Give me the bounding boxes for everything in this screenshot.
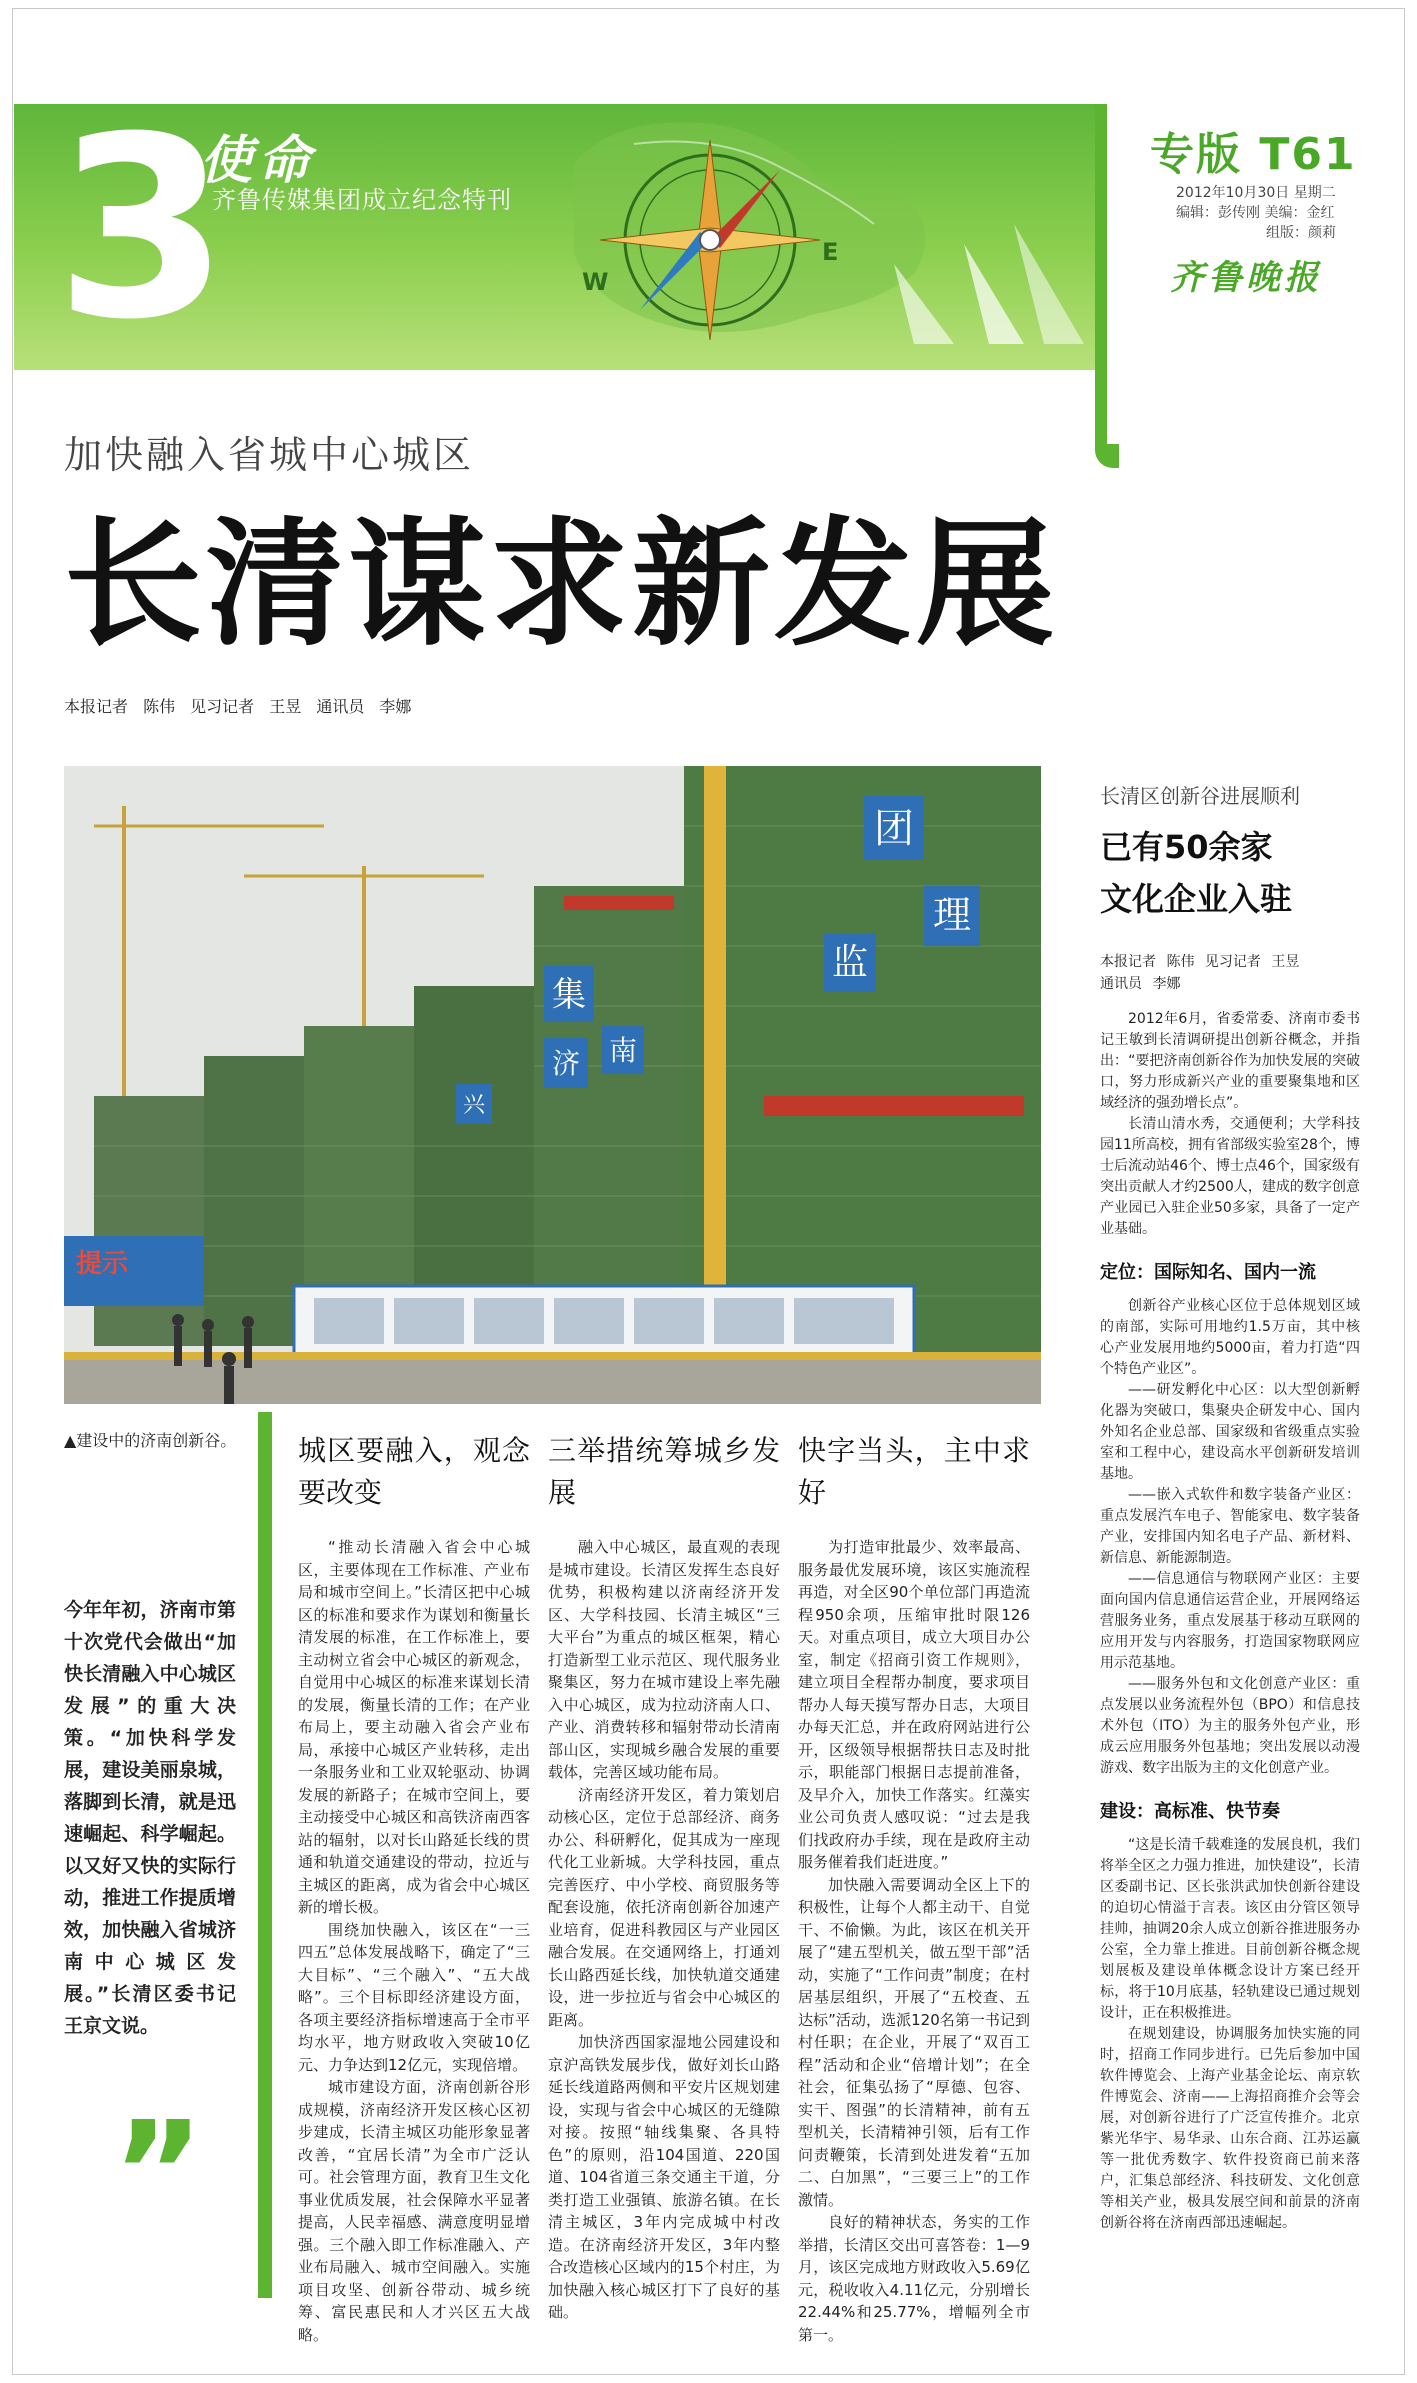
photo-sign-tuan: 团 bbox=[874, 806, 914, 852]
column-3-paragraph: 良好的精神状态，务实的工作举措，长清区交出可喜答卷：1—9月，该区完成地方财政收入5.69亿元，税收收入4.11亿元，分别增长22.44%和25.77%，增幅列全市第一。 bbox=[798, 2213, 1030, 2344]
photo-sign-ji: 集 bbox=[552, 975, 586, 1015]
construction-photo bbox=[64, 766, 1041, 1404]
column-1-paragraph: “推动长清融入省会中心城区，主要体现在工作标准、产业布局和城市空间上。”长清区把中心城区的标准和要求作为谋划和衡量长清发展的标准，在工作标准上，要主动树立省会中心城区的新观念，自觉用中心城区的标准来谋划长清的发展，衡量长清的工作；在产业布局上，要主动融入省会产业布局，承接中心城区产业转移，走出一条服务业和工业双轮驱动、协调发展的新路子；在城市空间上，要主动接受中心城区和高铁济南西客站的辐射，以对长山路延长线的贯通和轨道交通建设的带动，拉近与主城区的距离，成为省会中心城区新的增长极。 bbox=[298, 1538, 530, 1916]
compass-icon bbox=[560, 120, 860, 360]
article-lead: 今年年初，济南市第十次党代会做出“加快长清融入中心城区发展”的重大决策。“加快科学发展，建设美丽泉城，落脚到长清，就是迅速崛起、科学崛起。以又好又快的实际行动，推进工作提质增效，加快融入省城济南中心城区发展。”长清区委书记王京文说。 bbox=[64, 1599, 236, 2037]
sidebar-paragraph: ——嵌入式软件和数字装备产业区：重点发展汽车电子、智能家电、数字装备产业，安排国内知名电子产品、新材料、新信息、新能源制造。 bbox=[1100, 1487, 1360, 1566]
column-1-heading: 城区要融入，观念要改变 bbox=[298, 1434, 530, 1509]
sidebar-paragraph: ——服务外包和文化创意产业区：重点发展以业务流程外包（BPO）和信息技术外包（ITO）为主的服务外包产业，形成云应用服务外包基地；突出发展以动漫游戏、数字出版为主的文化创意产业。 bbox=[1100, 1676, 1360, 1776]
section-label: 专版 T61 bbox=[1150, 129, 1357, 180]
sidebar-title-line-1: 已有50余家 bbox=[1100, 828, 1273, 866]
article-column-2 bbox=[548, 1430, 780, 2324]
sidebar-paragraph: “这是长清千载难逢的发展良机，我们将举全区之力强力推进，加快建设”，长清区委副书记、区长张洪武加快创新谷建设的迫切心情溢于言表。该区由分管区领导挂帅，抽调20余人成立创新谷推进服务办公室，全力靠上推进。目前创新谷概念规划展板及建设单体概念设计方案已经开标，将于10月底基，轻轨建设已通过规划设计，正在积极推进。 bbox=[1100, 1837, 1360, 2021]
sidebar-section-1-heading: 定位：国际知名、国内一流 bbox=[1100, 1262, 1316, 1283]
photo-sign-li: 理 bbox=[932, 893, 972, 937]
column-3-paragraph: 为打造审批最少、效率最高、服务最优发展环境，该区实施流程再造，对全区90个单位部门再造流程950余项，压缩审批时限126天。对重点项目，成立大项目办公室，制定《招商引资工作规则》，建立项目全程帮办制度，要求项目帮办人每天摸写帮办日志，大项目办每天汇总，并在政府网站进行公开，区级领导根据帮扶日志及时批示，职能部门根据日志提前准备，及早介入，加快工作落实。红藻实业公司负责人感叹说：“过去是我们找政府办手续，现在是政府主动服务催着我们赶进度。” bbox=[798, 1538, 1030, 1871]
sidebar-title bbox=[1100, 821, 1360, 925]
sidebar-paragraph: 2012年6月，省委常委、济南市委书记王敏到长清调研提出创新谷概念，并指出：“要把济南创新谷作为加快发展的突破口，努力形成新兴产业的重要聚集地和区域经济的强劲增长点”。 bbox=[1100, 1011, 1360, 1111]
sidebar-section-2-heading: 建设：高标准、快节奏 bbox=[1100, 1801, 1280, 1822]
column-2-paragraph: 加快济西国家湿地公园建设和京沪高铁发展步伐，做好刘长山路延长线道路两侧和平安片区规划建设，实现与省会中心城区的无缝隙对接。按照“轴线集聚、各具特色”的原则，沿104国道、220国道、104省道三条交通主干道，分类打造工业强镇、旅游名镇。在长清主城区，3年内完成城中村改造。在济南经济开发区，3年内整合改造核心区域内的15个村庄，为加快融入核心城区打下了良好的基础。 bbox=[548, 2033, 780, 2321]
column-3-paragraph: 加快融入需要调动全区上下的积极性，让每个人都主动干、自觉干、不偷懒。为此，该区在机关开展了“建五型机关，做五型干部”活动，实施了“工作问责”制度；在村居基层组织，开展了“五校查、五达标”活动，选派120名第一书记到村任职；在企业，开展了“双百工程”活动和企业“倍增计划”；在全社会，征集弘扬了“厚德、包容、实干、图强”的长清精神，前有五型机关，长清精神引领，后有工作问责鞭策，长清到处进发着“五加二、白加黑”，“三要三上”的工作激情。 bbox=[798, 1875, 1030, 2209]
section-number: 3 bbox=[55, 83, 229, 374]
sidebar-byline-2: 通讯员 李娜 bbox=[1100, 976, 1181, 992]
column-2-paragraph: 融入中心城区，最直观的表现是城市建设。长清区发挥生态良好优势，积极构建以济南经济开发区、大学科技园、长清主城区“三大平台”为重点的城区框架，精心打造新型工业示范区、现代服务业聚集区，努力在城市建设上率先融入中心城区，成为拉动济南人口、产业、消费转移和辐射带动长清南部山区，实现城乡融合发展的重要载体，完善区域功能布局。 bbox=[548, 1538, 780, 1781]
issue-date: 2012年10月30日 星期二 bbox=[1176, 185, 1336, 201]
article-kicker: 加快融入省城中心城区 bbox=[64, 433, 475, 477]
column-2-heading: 三举措统筹城乡发展 bbox=[548, 1434, 780, 1509]
photo-sign-tishi: 提示 bbox=[76, 1249, 129, 1279]
paper-name-logo: 齐鲁晚报 bbox=[1170, 258, 1322, 298]
column-1-paragraph: 城市建设方面，济南创新谷形成规模，济南经济开发区核心区初步建成，长清主城区功能形象显著改善，“宜居长清”为全市广泛认可。社会管理方面，教育卫生文化事业优质发展，社会保障水平显著提高，人民幸福感、满意度明显增强。三个融入即工作标准融入、产业布局融入、城市空间融入。实施项目攻坚、创新谷带动、城乡统筹、富民惠民和人才兴区五大战略。 bbox=[298, 2078, 530, 2344]
sidebar-kicker: 长清区创新谷进展顺利 bbox=[1100, 784, 1300, 808]
column-1-paragraph: 围绕加快融入，该区在“一三四五”总体发展战略下，确定了“三大目标”、“三个融入”、“五大战略”。三个目标即经济建设方面，各项主要经济指标增速高于全市平均水平，地方财政收入突破10亿元、力争达到12亿元，实现倍增。 bbox=[298, 1920, 530, 2074]
series-subtitle: 齐鲁传媒集团成立纪念特刊 bbox=[212, 186, 512, 214]
sidebar-paragraph: 创新谷产业核心区位于总体规划区域的南部，实际可用地约1.5万亩，其中核心产业发展用地约5000亩，着力打造“四个特色产业区”。 bbox=[1100, 1298, 1360, 1377]
photo-sign-jian: 监 bbox=[831, 942, 869, 983]
sidebar-article bbox=[1100, 780, 1360, 2234]
sidebar-paragraph: ——研发孵化中心区：以大型创新孵化器为突破口，集聚央企研发中心、国内外知名企业总部、国家级和省级重点实验室和工程中心，建设高水平创新研发培训基地。 bbox=[1100, 1382, 1360, 1482]
sidebar-title-line-2: 文化企业入驻 bbox=[1100, 880, 1293, 918]
photo-sign-xing: 兴 bbox=[462, 1093, 486, 1118]
photo-caption: ▲建设中的济南创新谷。 bbox=[64, 1431, 237, 1450]
sidebar-byline-1: 本报记者 陈伟 见习记者 王昱 bbox=[1100, 954, 1300, 970]
quote-mark-icon: ” bbox=[112, 2092, 205, 2255]
column-3-heading: 快字当头，主中求好 bbox=[798, 1434, 1030, 1509]
compass-letter-e: E bbox=[822, 238, 839, 266]
accent-bar bbox=[258, 1412, 272, 2298]
layout-credits: 组版：颜莉 bbox=[1266, 225, 1336, 241]
series-title: 使命 bbox=[200, 130, 317, 191]
article-column-3 bbox=[798, 1430, 1030, 2346]
photo-sign-nan: 南 bbox=[608, 1034, 638, 1067]
sidebar-paragraph: 长清山清水秀，交通便利；大学科技园11所高校，拥有省部级实验室28个，博士后流动站46个、博士点46个，国家级有突出贡献人才约2500人，建成的数字创意产业园已入驻企业50多家，具备了一定产业基础。 bbox=[1100, 1116, 1360, 1237]
article-byline: 本报记者 陈伟 见习记者 王昱 通讯员 李娜 bbox=[64, 697, 412, 716]
sidebar-byline bbox=[1100, 951, 1360, 995]
article-headline: 长清谋求新发展 bbox=[64, 504, 1059, 665]
column-2-paragraph: 济南经济开发区，着力策划启动核心区，定位于总部经济、商务办公、科研孵化，促其成为一座现代化工业新城。大学科技园，重点完善医疗、中小学校、商贸服务等配套设施，依托济南创新谷加速产业培育，促进科教园区与产业园区融合发展。在交通网络上，打通刘长山路西延长线，加快轨道交通建设，进一步拉近与省会中心城区的距离。 bbox=[548, 1785, 780, 2029]
editor-credits: 编辑：彭传刚 美编：金红 bbox=[1176, 205, 1335, 221]
compass-letter-w: W bbox=[582, 268, 609, 296]
sidebar-paragraph: ——信息通信与物联网产业区：主要面向国内信息通信运营企业，开展网络运营服务业务，重点发展基于移动互联网的应用开发与内容服务，打造国家物联网应用示范基地。 bbox=[1100, 1571, 1360, 1671]
photo-illustration bbox=[64, 766, 1041, 1404]
sidebar-paragraph: 在规划建设，协调服务加快实施的同时，招商工作同步进行。已先后参加中国软件博览会、上海产业基金论坛、南京软件博览会、济南——上海招商推介会等会展，对创新谷进行了广泛宣传推介。北京紫光华宇、易华录、山东合商、江苏运赢等一批优秀数字、软件投资商已前来落户，汇集总部经济、科技研发、文化创意等相关产业，极具发展空间和前景的济南创新谷将在济南西部迅速崛起。 bbox=[1100, 2026, 1360, 2231]
photo-sign-ji2: 济 bbox=[551, 1047, 581, 1080]
article-column-1 bbox=[298, 1430, 530, 2346]
